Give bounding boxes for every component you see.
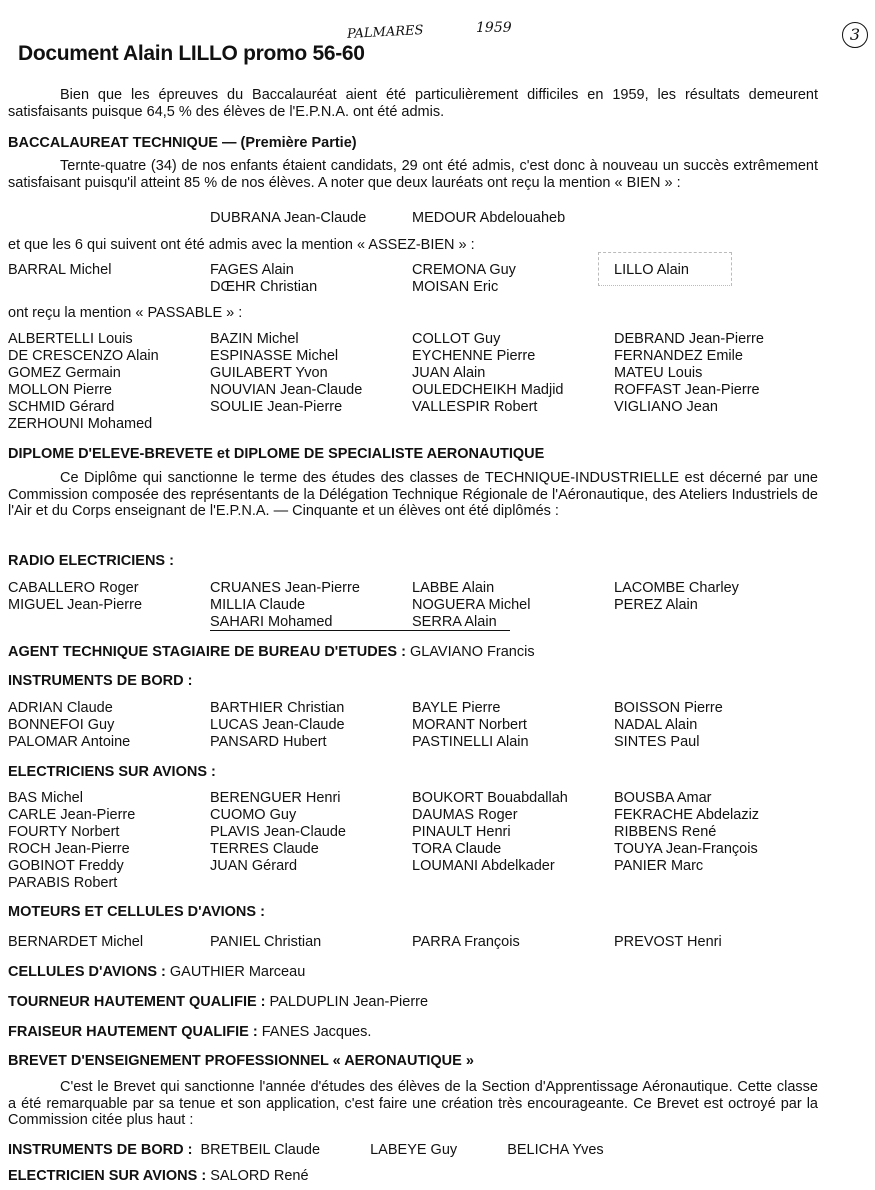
name-cell: LABBE Alain bbox=[412, 580, 495, 596]
name-cell: BAS Michel bbox=[8, 790, 83, 806]
name-cell: TERRES Claude bbox=[210, 841, 319, 857]
passable-intro: ont reçu la mention « PASSABLE » : bbox=[8, 305, 243, 321]
name-cell: LACOMBE Charley bbox=[614, 580, 739, 596]
name-cell: CRUANES Jean-Pierre bbox=[210, 580, 360, 596]
name-row bbox=[8, 348, 838, 365]
name-row bbox=[8, 614, 838, 631]
assez-bien-row bbox=[8, 262, 838, 279]
diplome-heading: DIPLOME D'ELEVE-BREVETE et DIPLOME DE SPECIALISTE AERONAUTIQUE bbox=[8, 446, 545, 462]
name-cell: BELICHA Yves bbox=[507, 1142, 604, 1158]
diplome-paragraph: Ce Diplôme qui sanctionne le terme des études des classes de TECHNIQUE-INDUSTRIELLE est décerné par une Commission composée des représentants de la Délégation Technique Régionale de l'Aéronautique, des Ateliers Industriels de l'Air et du Corps enseignant de l'E.P.N.A. — Cinquante et un élèves ont été diplômés : bbox=[8, 470, 818, 519]
name-cell: MIGUEL Jean-Pierre bbox=[8, 597, 143, 613]
name-cell: VALLESPIR Robert bbox=[412, 399, 538, 415]
name-cell: FAGES Alain bbox=[210, 262, 294, 278]
name-cell: PEREZ Alain bbox=[614, 597, 698, 613]
name-cell: TORA Claude bbox=[412, 841, 502, 857]
name-cell: NOUVIAN Jean-Claude bbox=[210, 382, 363, 398]
name-cell: ROFFAST Jean-Pierre bbox=[614, 382, 760, 398]
name-cell: EYCHENNE Pierre bbox=[412, 348, 536, 364]
name-row bbox=[8, 807, 838, 824]
name-cell: SOULIE Jean-Pierre bbox=[210, 399, 343, 415]
name-cell: ESPINASSE Michel bbox=[210, 348, 339, 364]
name-cell: CUOMO Guy bbox=[210, 807, 297, 823]
name-cell: TOUYA Jean-François bbox=[614, 841, 758, 857]
name-row bbox=[8, 717, 838, 734]
name-cell: BAZIN Michel bbox=[210, 331, 299, 347]
name-cell: PREVOST Henri bbox=[614, 934, 722, 950]
assez-bien-intro: et que les 6 qui suivent ont été admis avec la mention « ASSEZ-BIEN » : bbox=[8, 237, 475, 253]
name-cell: MOISAN Eric bbox=[412, 279, 499, 295]
name-cell: PANIEL Christian bbox=[210, 934, 322, 950]
instruments-heading: INSTRUMENTS DE BORD : bbox=[8, 673, 193, 689]
name-row bbox=[8, 875, 838, 892]
name-cell: PALOMAR Antoine bbox=[8, 734, 131, 750]
name-cell: PANSARD Hubert bbox=[210, 734, 327, 750]
electriciens-heading: ELECTRICIENS SUR AVIONS : bbox=[8, 764, 216, 780]
name-cell: PINAULT Henri bbox=[412, 824, 511, 840]
name-cell: GUILABERT Yvon bbox=[210, 365, 328, 381]
name-cell: VIGLIANO Jean bbox=[614, 399, 718, 415]
fraiseur-name: FANES Jacques. bbox=[261, 1024, 372, 1040]
name-cell: MATEU Louis bbox=[614, 365, 703, 381]
fraiseur-heading: FRAISEUR HAUTEMENT QUALIFIE : FANES Jacques. bbox=[8, 1024, 372, 1040]
agent-heading: AGENT TECHNIQUE STAGIAIRE DE BUREAU D'ETUDES : GLAVIANO Francis bbox=[8, 644, 535, 660]
name-cell: BOUSBA Amar bbox=[614, 790, 712, 806]
name-row bbox=[8, 580, 838, 597]
name-cell: PARABIS Robert bbox=[8, 875, 118, 891]
name-cell: BOUKORT Bouabdallah bbox=[412, 790, 568, 806]
name-cell: DE CRESCENZO Alain bbox=[8, 348, 159, 364]
name-cell: CREMONA Guy bbox=[412, 262, 516, 278]
bien-name: MEDOUR Abdelouaheb bbox=[412, 210, 566, 226]
name-row bbox=[8, 399, 838, 416]
assez-bien-row bbox=[8, 279, 838, 296]
bac-heading: BACCALAUREAT TECHNIQUE — (Première Partie) bbox=[8, 135, 357, 151]
name-cell: PASTINELLI Alain bbox=[412, 734, 529, 750]
name-cell: BOISSON Pierre bbox=[614, 700, 723, 716]
name-cell: JUAN Alain bbox=[412, 365, 486, 381]
name-row bbox=[8, 790, 838, 807]
name-row bbox=[8, 382, 838, 399]
brevet-paragraph: C'est le Brevet qui sanctionne l'année d'études des élèves de la Section d'Apprentissage Aéronautique. Cette classe a été remarquable par sa tenue et son application, c'est faire une création très encourageante. Ce Brevet est octroyé par la Commission citée plus haut : bbox=[8, 1079, 818, 1128]
name-cell: ALBERTELLI Louis bbox=[8, 331, 133, 347]
tourneur-name: PALDUPLIN Jean-Pierre bbox=[269, 994, 429, 1010]
name-cell: LUCAS Jean-Claude bbox=[210, 717, 345, 733]
name-cell: PANIER Marc bbox=[614, 858, 704, 874]
name-cell: CABALLERO Roger bbox=[8, 580, 139, 596]
name-cell: NOGUERA Michel bbox=[412, 597, 531, 613]
name-cell: LOUMANI Abdelkader bbox=[412, 858, 555, 874]
name-cell: FEKRACHE Abdelaziz bbox=[614, 807, 760, 823]
moteurs-heading: MOTEURS ET CELLULES D'AVIONS : bbox=[8, 904, 265, 920]
name-cell: DŒHR Christian bbox=[210, 279, 318, 295]
name-cell: SINTES Paul bbox=[614, 734, 700, 750]
name-cell: PARRA François bbox=[412, 934, 520, 950]
name-cell: BERENGUER Henri bbox=[210, 790, 341, 806]
name-row bbox=[8, 934, 838, 951]
name-cell: OULEDCHEIKH Madjid bbox=[412, 382, 564, 398]
page-number: 3 bbox=[842, 22, 868, 48]
name-cell: FERNANDEZ Emile bbox=[614, 348, 743, 364]
handwritten-year: 1959 bbox=[476, 20, 512, 36]
name-cell: CARLE Jean-Pierre bbox=[8, 807, 136, 823]
name-row bbox=[8, 416, 838, 433]
name-cell: ZERHOUNI Mohamed bbox=[8, 416, 153, 432]
name-row bbox=[8, 700, 838, 717]
bien-row bbox=[8, 210, 838, 227]
cellules-name: GAUTHIER Marceau bbox=[169, 964, 306, 980]
bien-name: DUBRANA Jean-Claude bbox=[210, 210, 367, 226]
name-row bbox=[8, 597, 838, 614]
name-cell: FOURTY Norbert bbox=[8, 824, 120, 840]
bac-paragraph: Ternte-quatre (34) de nos enfants étaient candidats, 29 ont été admis, c'est donc à nouveau un succès extrêmement satisfaisant puisqu'il atteint 85 % de nos élèves. A noter que deux lauréats ont reçu la mention « BIEN » : bbox=[8, 158, 818, 191]
handwritten-palmares: PALMARES bbox=[346, 23, 424, 42]
brevet-electricien-line: ELECTRICIEN SUR AVIONS : SALORD René bbox=[8, 1168, 309, 1184]
name-cell: BAYLE Pierre bbox=[412, 700, 501, 716]
intro-paragraph: Bien que les épreuves du Baccalauréat aient été particulièrement difficiles en 1959, les résultats demeurent satisfaisants puisque 64,5 % des élèves de l'E.P.N.A. ont été admis. bbox=[8, 87, 818, 120]
name-row bbox=[8, 824, 838, 841]
name-cell: ROCH Jean-Pierre bbox=[8, 841, 130, 857]
name-cell: SALORD René bbox=[210, 1168, 309, 1184]
name-cell: BRETBEIL Claude bbox=[200, 1142, 321, 1158]
name-cell: DEBRAND Jean-Pierre bbox=[614, 331, 764, 347]
divider-line bbox=[210, 630, 510, 631]
name-row bbox=[8, 841, 838, 858]
name-cell: BARTHIER Christian bbox=[210, 700, 345, 716]
name-cell: SCHMID Gérard bbox=[8, 399, 115, 415]
name-cell: MORANT Norbert bbox=[412, 717, 527, 733]
name-cell: RIBBENS René bbox=[614, 824, 717, 840]
name-cell: NADAL Alain bbox=[614, 717, 698, 733]
document-title: Document Alain LILLO promo 56-60 bbox=[18, 42, 365, 65]
brevet-heading: BREVET D'ENSEIGNEMENT PROFESSIONNEL « AERONAUTIQUE » bbox=[8, 1053, 474, 1069]
name-cell: MILLIA Claude bbox=[210, 597, 306, 613]
name-row bbox=[8, 331, 838, 348]
radio-heading: RADIO ELECTRICIENS : bbox=[8, 553, 174, 569]
name-cell: SERRA Alain bbox=[412, 614, 497, 630]
name-cell: BONNEFOI Guy bbox=[8, 717, 115, 733]
name-cell: PLAVIS Jean-Claude bbox=[210, 824, 346, 840]
name-cell: COLLOT Guy bbox=[412, 331, 501, 347]
name-row bbox=[8, 858, 838, 875]
name-cell: GOMEZ Germain bbox=[8, 365, 121, 381]
name-row bbox=[8, 365, 838, 382]
name-cell: BERNARDET Michel bbox=[8, 934, 144, 950]
name-cell: MOLLON Pierre bbox=[8, 382, 112, 398]
brevet-instruments-line: INSTRUMENTS DE BORD : BRETBEIL Claude LABEYE Guy BELICHA Yves bbox=[8, 1142, 604, 1158]
name-cell: JUAN Gérard bbox=[210, 858, 298, 874]
agent-name: GLAVIANO Francis bbox=[409, 644, 535, 660]
name-cell: GOBINOT Freddy bbox=[8, 858, 124, 874]
tourneur-heading: TOURNEUR HAUTEMENT QUALIFIE : PALDUPLIN Jean-Pierre bbox=[8, 994, 429, 1010]
name-row bbox=[8, 734, 838, 751]
name-cell: LILLO Alain bbox=[614, 262, 689, 278]
name-cell: ADRIAN Claude bbox=[8, 700, 113, 716]
name-cell: DAUMAS Roger bbox=[412, 807, 518, 823]
name-cell: BARRAL Michel bbox=[8, 262, 112, 278]
cellules-heading: CELLULES D'AVIONS : GAUTHIER Marceau bbox=[8, 964, 306, 980]
name-cell: SAHARI Mohamed bbox=[210, 614, 333, 630]
name-cell: LABEYE Guy bbox=[370, 1142, 458, 1158]
